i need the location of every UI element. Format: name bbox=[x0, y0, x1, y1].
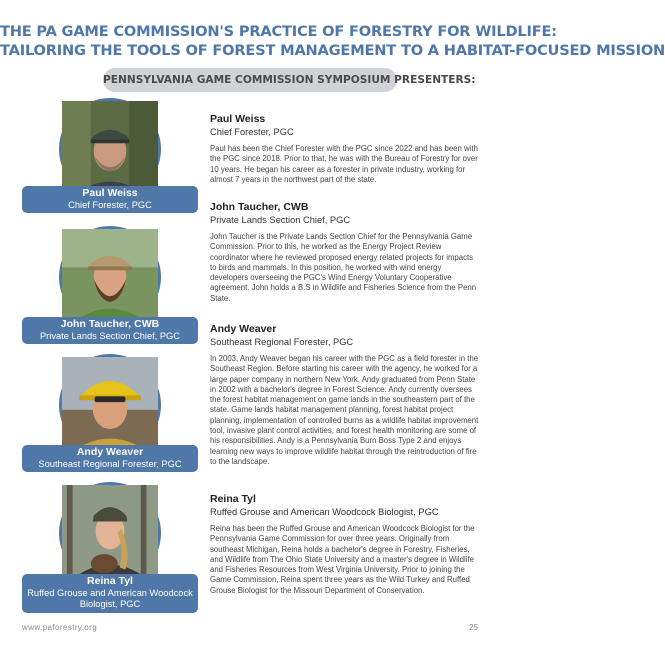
presenter-name: Paul Weiss bbox=[82, 187, 138, 199]
presenter-bio-2 bbox=[210, 201, 480, 304]
presenter-role: Southeast Regional Forester, PGC bbox=[38, 458, 182, 469]
bio-role: Private Lands Section Chief, PGC bbox=[210, 215, 351, 225]
bio-text: Paul has been the Chief Forester with the PGC since 2022 and has been with the PGC since 2018. Prior to that, he was with the Bureau of Forestry for over 10 years. He began his career as a forester in private industry, working for almost 7 years in the northwest part of the state. bbox=[210, 144, 478, 184]
footer-url: www.paforestry.org bbox=[22, 623, 98, 632]
presenter-bio-1 bbox=[210, 113, 480, 185]
presenter-bio-4 bbox=[210, 493, 480, 596]
bio-role: Southeast Regional Forester, PGC bbox=[210, 337, 354, 347]
bio-name: Paul Weiss bbox=[210, 113, 266, 125]
bio-role: Ruffed Grouse and American Woodcock Biologist, PGC bbox=[210, 507, 439, 517]
presenter-role: Private Lands Section Chief, PGC bbox=[39, 330, 181, 341]
presenter-bio-3 bbox=[210, 323, 480, 467]
presenter-name: John Taucher, CWB bbox=[60, 318, 160, 330]
presenter-name: Andy Weaver bbox=[76, 446, 144, 458]
presenter-name-card-4 bbox=[22, 574, 198, 613]
presenter-photo-john-taucher bbox=[59, 226, 161, 328]
presenter-photo-paul-weiss bbox=[59, 98, 161, 200]
presenter-name-card-3 bbox=[22, 445, 198, 472]
presenter-role: Chief Forester, PGC bbox=[68, 199, 152, 210]
presenter-role: Ruffed Grouse and American Woodcock Biologist, PGC bbox=[27, 587, 193, 609]
presenter-photo-reina-tyl bbox=[59, 482, 161, 584]
bio-text: Reina has been the Ruffed Grouse and American Woodcock Biologist for the Pennsylvania Game Commission for over three years. Originally from southeast Michigan, Reina holds a bachelor's degree in Forestry, Fisheries, and Wildlife from The Ohio State University and a master's degree in Wildlife and Fisheries Resources from West Virginia University. Prior to joining the Game Commission, Reina spent three years as the Wild Turkey and Ruffed Grouse Biologist for the Missouri Department of Conservation. bbox=[210, 524, 475, 595]
presenter-name-card-2 bbox=[22, 317, 198, 344]
bio-text: John Taucher is the Private Lands Section Chief for the Pennsylvania Game Commission. Prior to this, he worked as the Energy Project Review coordinator where he reviewed proposed energy related projects for impacts to birds and mammals. In this position, he worked with wind energy developers overseeing the PGC's Wind Energy Voluntary Cooperative agreement. John holds a B.S in Wildlife and Fisheries Science from the Penn State. bbox=[210, 232, 477, 303]
page-title-line-1: THE PA GAME COMMISSION'S PRACTICE OF FORESTRY FOR WILDLIFE: bbox=[0, 23, 557, 40]
section-banner: PENNSYLVANIA GAME COMMISSION SYMPOSIUM PRESENTERS: bbox=[103, 68, 397, 92]
presenter-name-card-1 bbox=[22, 186, 198, 213]
bio-text: In 2003, Andy Weaver began his career with the PGC as a field forester in the Southeast Region. Before starting his career with the agency, he worked for a large paper company in northern New York. Andy graduated from Penn State in 2002 with a bachelor's degree in Forest Science. Andy currently oversees the forest habitat management on game lands in the southeastern part of the state. Game lands habitat management planning, forest habitat project planning, implementation of controlled burns as a wildlife habitat improvement tool, invasive plant control activities, and forest health monitoring are some of his responsibilities. Andy is a Pennsylvania Burn Boss Type 2 and enjoys learning new ways to improve wildlife habitat through the reintroduction of fire to the landscape. bbox=[210, 354, 479, 466]
bio-name: Reina Tyl bbox=[210, 493, 256, 505]
page-number: 25 bbox=[469, 623, 478, 632]
presenter-name: Reina Tyl bbox=[87, 575, 133, 587]
bio-role: Chief Forester, PGC bbox=[210, 127, 294, 137]
bio-name: John Taucher, CWB bbox=[210, 201, 309, 213]
page-title-line-2: TAILORING THE TOOLS OF FOREST MANAGEMENT TO A HABITAT-FOCUSED MISSION bbox=[0, 42, 665, 59]
presenter-photo-andy-weaver bbox=[59, 354, 161, 456]
bio-name: Andy Weaver bbox=[210, 323, 277, 335]
